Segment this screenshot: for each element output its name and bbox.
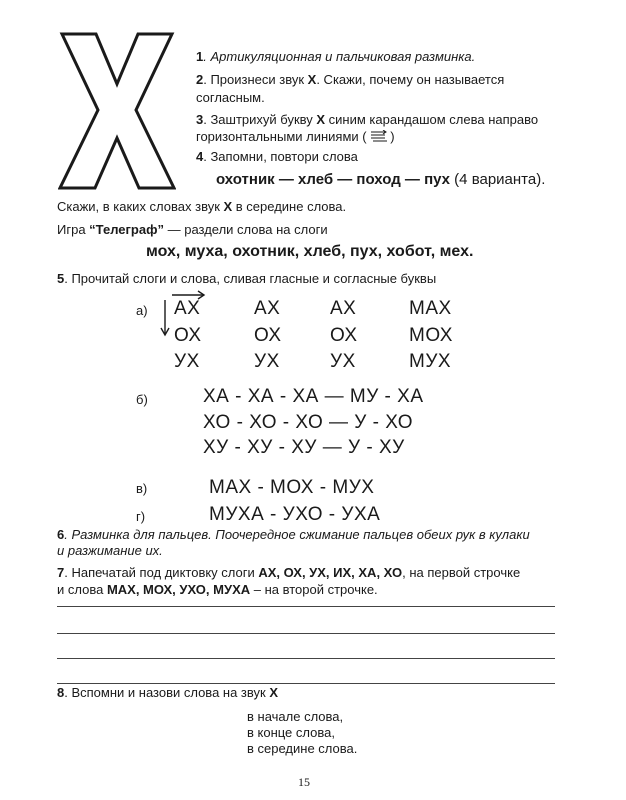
big-letter-x — [58, 30, 176, 192]
grid-a-cell: ОХ — [330, 325, 358, 346]
instruction-3-line2: горизонтальными линиями ( ) — [196, 129, 395, 144]
grid-a-cell: МАХ — [409, 298, 452, 319]
grid-a-cell: УХ — [254, 351, 280, 372]
instruction-1: 1. Артикуляционная и пальчиковая разминка. — [196, 49, 476, 64]
grid-a-cell: ОХ — [254, 325, 282, 346]
words-to-repeat: охотник — хлеб — поход — пух (4 варианта). — [216, 171, 546, 188]
word-row-g: МУХА - УХО - УХА — [209, 504, 381, 525]
syllable-row-b3: ХУ - ХУ - ХУ — У - ХУ — [203, 437, 405, 458]
say-middle-sound: Скажи, в каких словах звук Х в середине слова. — [57, 199, 347, 214]
position-start: в начале слова, — [247, 709, 344, 724]
hatch-lines-icon — [370, 130, 390, 142]
task-8: 8. Вспомни и назови слова на звук Х — [57, 685, 278, 700]
task-7-line2: и слова МАХ, МОХ, УХО, МУХА – на второй строчке. — [57, 582, 378, 597]
grid-a-cell: АХ — [254, 298, 281, 319]
position-end: в конце слова, — [247, 725, 335, 740]
page-number: 15 — [298, 775, 310, 789]
instruction-3: 3. Заштрихуй букву Х синим карандашом слева направо — [196, 112, 539, 127]
grid-a-cell: УХ — [174, 351, 200, 372]
writing-line — [57, 683, 555, 684]
label-v: в) — [136, 481, 148, 496]
instruction-2-line2: согласным. — [196, 90, 265, 105]
position-middle: в середине слова. — [247, 741, 358, 756]
grid-a-cell: МОХ — [409, 325, 453, 346]
grid-a-cell: МУХ — [409, 351, 452, 372]
grid-a-cell: АХ — [174, 298, 201, 319]
grid-a-cell: АХ — [330, 298, 357, 319]
task-6: 6. Разминка для пальцев. Поочередное сжимание пальцев обеих рук в кулаки — [57, 527, 530, 542]
telegraph-words: мох, муха, охотник, хлеб, пух, хобот, мех. — [146, 243, 474, 260]
writing-line — [57, 633, 555, 634]
label-b: б) — [136, 392, 148, 407]
word-row-v: МАХ - МОХ - МУХ — [209, 477, 375, 498]
task-5: 5. Прочитай слоги и слова, сливая гласные и согласные буквы — [57, 271, 437, 286]
writing-line — [57, 606, 555, 607]
label-a: а) — [136, 303, 148, 318]
instruction-4: 4. Запомни, повтори слова — [196, 149, 358, 164]
task-6-line2: и разжимание их. — [57, 543, 163, 558]
grid-a-cell: УХ — [330, 351, 356, 372]
writing-line — [57, 658, 555, 659]
instruction-2: 2. Произнеси звук Х. Скажи, почему он называется — [196, 72, 505, 87]
grid-a-cell: ОХ — [174, 325, 202, 346]
syllable-row-b1: ХА - ХА - ХА — МУ - ХА — [203, 386, 424, 407]
syllable-row-b2: ХО - ХО - ХО — У - ХО — [203, 412, 414, 433]
label-g: г) — [136, 509, 146, 524]
telegraph-game: Игра “Телеграф” — раздели слова на слоги — [57, 222, 328, 237]
task-7: 7. Напечатай под диктовку слоги АХ, ОХ, УХ, ИХ, ХА, ХО, на первой строчке — [57, 565, 521, 580]
